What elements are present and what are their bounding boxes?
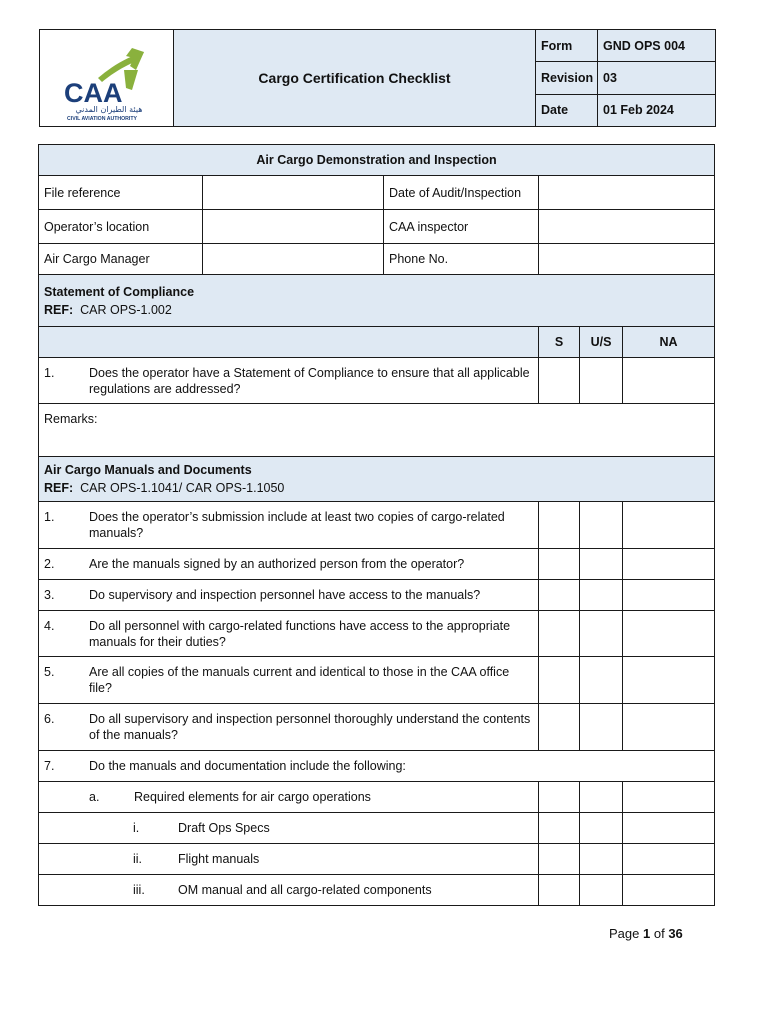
sub-ii-us-cell[interactable] [580, 844, 623, 875]
column-header-na: NA [623, 327, 715, 358]
sub-iii-na-cell[interactable] [623, 875, 715, 906]
compliance-title: Statement of Compliance [44, 284, 195, 299]
file-reference-input[interactable] [203, 176, 384, 210]
operator-location-label: Operator’s location [39, 210, 203, 244]
sub-ii-s-cell[interactable] [539, 844, 580, 875]
sub-ii-na-cell[interactable] [623, 844, 715, 875]
document-header [39, 29, 716, 127]
manuals-q4-us-cell[interactable] [580, 611, 623, 657]
svg-text:هيئة الطيران المدني: هيئة الطيران المدني [75, 105, 143, 114]
manuals-question-1: 1. Does the operator’s submission include at least two copies of cargo-related manuals? [39, 502, 539, 549]
sub-iii-s-cell[interactable] [539, 875, 580, 906]
manuals-q5-s-cell[interactable] [539, 657, 580, 704]
revision-label: Revision [536, 62, 598, 94]
sub-i-us-cell[interactable] [580, 813, 623, 844]
manuals-sub-item-ii: ii. Flight manuals [39, 844, 539, 875]
manuals-q4-na-cell[interactable] [623, 611, 715, 657]
phone-input[interactable] [539, 244, 715, 275]
audit-section-title: Air Cargo Demonstration and Inspection [39, 145, 715, 176]
sub-i-na-cell[interactable] [623, 813, 715, 844]
cargo-manager-label: Air Cargo Manager [39, 244, 203, 275]
cargo-manager-input[interactable] [203, 244, 384, 275]
operator-location-input[interactable] [203, 210, 384, 244]
column-header-s: S [539, 327, 580, 358]
audit-date-input[interactable] [539, 176, 715, 210]
column-header-blank [39, 327, 539, 358]
manuals-question-6: 6. Do all supervisory and inspection personnel thoroughly understand the contents of the manuals? [39, 704, 539, 751]
manuals-sub-item-i: i. Draft Ops Specs [39, 813, 539, 844]
document-title: Cargo Certification Checklist [174, 30, 536, 127]
sub-iii-us-cell[interactable] [580, 875, 623, 906]
compliance-q1-s-cell[interactable] [539, 358, 580, 404]
compliance-question-1: 1. Does the operator have a Statement of Compliance to ensure that all applicable regulations are addressed? [39, 358, 539, 404]
caa-logo [40, 30, 174, 126]
manuals-question-7: 7. Do the manuals and documentation include the following: [39, 751, 715, 782]
compliance-q1-na-cell[interactable] [623, 358, 715, 404]
caa-inspector-label: CAA inspector [384, 210, 539, 244]
date-value: 01 Feb 2024 [598, 94, 716, 126]
checklist-table [38, 144, 715, 906]
manuals-question-3: 3. Do supervisory and inspection personnel have access to the manuals? [39, 580, 539, 611]
form-label: Form [536, 30, 598, 62]
sub-i-s-cell[interactable] [539, 813, 580, 844]
manuals-q2-na-cell[interactable] [623, 549, 715, 580]
manuals-q6-na-cell[interactable] [623, 704, 715, 751]
svg-text:CIVIL AVIATION AUTHORITY: CIVIL AVIATION AUTHORITY [67, 116, 137, 122]
manuals-q4-s-cell[interactable] [539, 611, 580, 657]
sub-a-s-cell[interactable] [539, 782, 580, 813]
column-header-us: U/S [580, 327, 623, 358]
manuals-q3-us-cell[interactable] [580, 580, 623, 611]
page-number: Page 1 of 36 [609, 926, 683, 941]
manuals-question-2: 2. Are the manuals signed by an authorized person from the operator? [39, 549, 539, 580]
manuals-ref: REF: CAR OPS-1.1041/ CAR OPS-1.1050 [44, 481, 285, 495]
manuals-q2-s-cell[interactable] [539, 549, 580, 580]
manuals-question-4: 4. Do all personnel with cargo-related functions have access to the appropriate manuals for their duties? [39, 611, 539, 657]
compliance-remarks[interactable]: Remarks: [39, 404, 715, 457]
svg-text:CAA: CAA [64, 78, 123, 108]
sub-a-us-cell[interactable] [580, 782, 623, 813]
phone-label: Phone No. [384, 244, 539, 275]
compliance-ref: REF: CAR OPS-1.002 [44, 302, 172, 317]
manuals-q5-na-cell[interactable] [623, 657, 715, 704]
manuals-q1-us-cell[interactable] [580, 502, 623, 549]
revision-value: 03 [598, 62, 716, 94]
manuals-q6-us-cell[interactable] [580, 704, 623, 751]
manuals-title: Air Cargo Manuals and Documents [44, 463, 252, 477]
sub-a-na-cell[interactable] [623, 782, 715, 813]
manuals-q3-s-cell[interactable] [539, 580, 580, 611]
manuals-q1-s-cell[interactable] [539, 502, 580, 549]
manuals-q5-us-cell[interactable] [580, 657, 623, 704]
plane-swoosh-icon [40, 30, 174, 126]
caa-inspector-input[interactable] [539, 210, 715, 244]
manuals-q2-us-cell[interactable] [580, 549, 623, 580]
compliance-section-header [39, 275, 715, 327]
manuals-section-header [39, 457, 715, 502]
audit-date-label: Date of Audit/Inspection [384, 176, 539, 210]
manuals-sub-item-iii: iii. OM manual and all cargo-related components [39, 875, 539, 906]
manuals-q3-na-cell[interactable] [623, 580, 715, 611]
manuals-q1-na-cell[interactable] [623, 502, 715, 549]
file-reference-label: File reference [39, 176, 203, 210]
compliance-q1-us-cell[interactable] [580, 358, 623, 404]
logo-cell [40, 30, 174, 127]
manuals-question-5: 5. Are all copies of the manuals current and identical to those in the CAA office file? [39, 657, 539, 704]
manuals-sub-item-a: a. Required elements for air cargo operations [39, 782, 539, 813]
manuals-q6-s-cell[interactable] [539, 704, 580, 751]
date-label: Date [536, 94, 598, 126]
form-value: GND OPS 004 [598, 30, 716, 62]
